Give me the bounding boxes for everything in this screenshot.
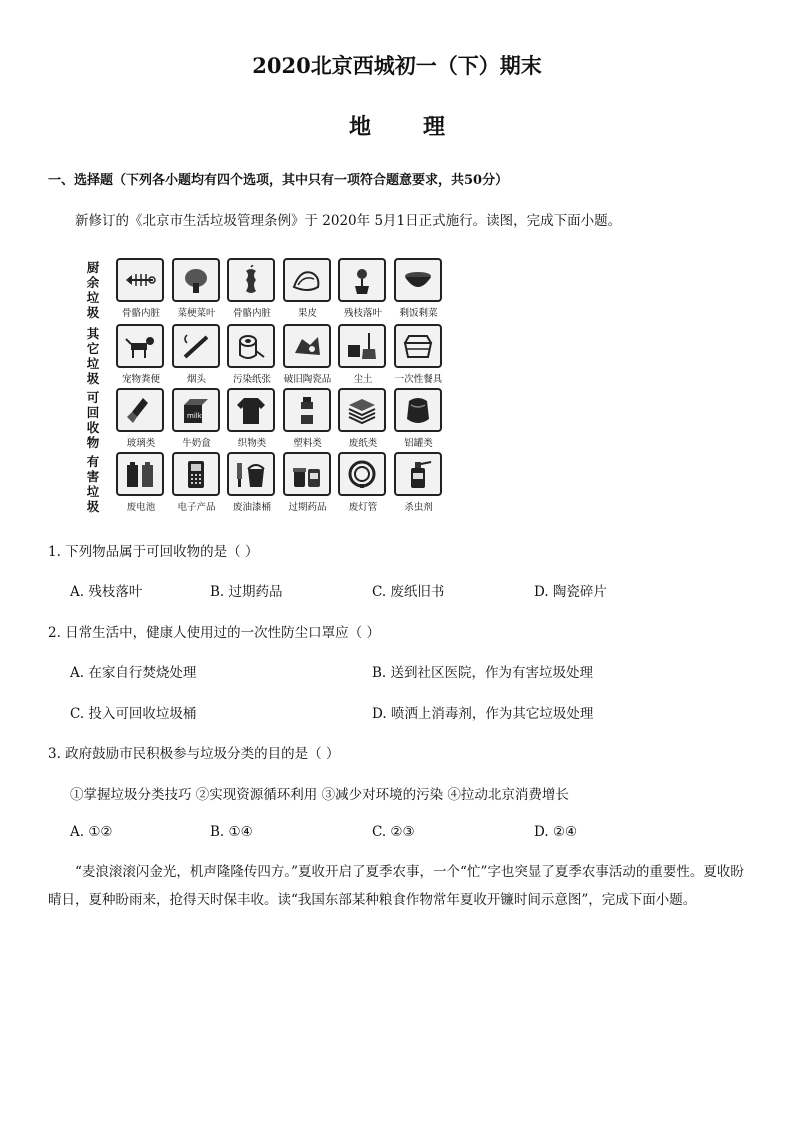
category-label-4 bbox=[80, 454, 106, 514]
paper-stack-icon bbox=[338, 388, 386, 432]
takeout-box-icon bbox=[394, 324, 442, 368]
waste-item-label: 烟头 bbox=[186, 374, 206, 385]
subject-char-1: 地 bbox=[348, 114, 371, 140]
category-char: 圾 bbox=[86, 371, 100, 386]
waste-item bbox=[394, 324, 444, 385]
potted-flower-icon bbox=[338, 258, 386, 302]
category-label-3 bbox=[80, 390, 106, 450]
dog-icon bbox=[116, 324, 164, 368]
figure-row-1 bbox=[116, 258, 452, 320]
fish-bone-icon bbox=[116, 258, 164, 302]
exam-title: 2020北京西城初一（下）期末 bbox=[252, 53, 542, 78]
waste-item-label: 玻璃类 bbox=[126, 438, 156, 449]
bowl-icon bbox=[394, 258, 442, 302]
waste-item-label: 一次性餐具 bbox=[394, 374, 443, 385]
spray-can-icon bbox=[394, 452, 442, 496]
battery-icon bbox=[116, 452, 164, 496]
waste-item bbox=[227, 452, 277, 513]
waste-item-label: 织物类 bbox=[237, 438, 267, 449]
waste-item-label: 电子产品 bbox=[177, 502, 216, 513]
waste-item-label: 废纸类 bbox=[348, 438, 378, 449]
vegetable-icon bbox=[172, 258, 220, 302]
category-char: 回 bbox=[86, 405, 100, 420]
category-char: 其 bbox=[86, 326, 100, 341]
broom-dustpan-icon bbox=[338, 324, 386, 368]
question-intro: 新修订的《北京市生活垃圾管理条例》于 2020年 5月1日正式施行。读图，完成下面小题。 bbox=[75, 213, 622, 229]
category-char: 它 bbox=[86, 341, 100, 356]
question-2-option-b: B. 送到社区医院，作为有害垃圾处理 bbox=[372, 665, 594, 681]
waste-item-label: 剩饭剩菜 bbox=[399, 308, 438, 319]
question-2-option-c: C. 投入可回收垃圾桶 bbox=[70, 706, 197, 722]
mobile-phone-icon bbox=[172, 452, 220, 496]
figure-row-2 bbox=[116, 324, 452, 386]
category-char: 垃 bbox=[86, 290, 100, 305]
lamp-tube-icon bbox=[338, 452, 386, 496]
paint-bucket-icon bbox=[227, 452, 275, 496]
waste-item-label: 铝罐类 bbox=[404, 438, 433, 449]
waste-item-label: 塑料类 bbox=[293, 438, 322, 449]
waste-item-label: 污染纸张 bbox=[232, 374, 271, 385]
waste-item bbox=[283, 388, 333, 449]
section-heading: 一、选择题（下列各小题均有四个选项，其中只有一项符合题意要求，共50分） bbox=[48, 173, 509, 188]
waste-item bbox=[227, 388, 277, 449]
apple-core-icon bbox=[227, 258, 275, 302]
category-char: 厨 bbox=[86, 260, 100, 275]
waste-item-label: 破旧陶瓷品 bbox=[283, 374, 332, 385]
question-1-option-a: A. 残枝落叶 bbox=[70, 584, 143, 600]
waste-item bbox=[283, 324, 333, 385]
category-char: 可 bbox=[86, 390, 100, 405]
waste-item bbox=[283, 258, 333, 319]
waste-item bbox=[227, 324, 277, 385]
figure-row-4 bbox=[116, 452, 452, 514]
waste-item bbox=[116, 324, 166, 385]
question-3-statements: ①掌握垃圾分类技巧 ②实现资源循环利用 ③减少对环境的污染 ④拉动北京消费增长 bbox=[70, 787, 569, 803]
figure-row-3 bbox=[116, 388, 452, 450]
category-char: 有 bbox=[86, 454, 100, 469]
category-char: 垃 bbox=[86, 356, 100, 371]
question-2-option-a: A. 在家自行焚烧处理 bbox=[70, 665, 197, 681]
category-char: 圾 bbox=[86, 499, 100, 514]
waste-item-label: 尘土 bbox=[353, 374, 373, 385]
waste-item bbox=[394, 388, 444, 449]
question-1-option-d: D. 陶瓷碎片 bbox=[534, 584, 607, 600]
waste-item bbox=[338, 258, 388, 319]
question-1-option-c: C. 废纸旧书 bbox=[372, 584, 445, 600]
waste-item-label: 牛奶盒 bbox=[182, 438, 211, 449]
waste-item-label: 残枝落叶 bbox=[343, 308, 382, 319]
medicine-icon bbox=[283, 452, 331, 496]
aluminum-can-icon bbox=[394, 388, 442, 432]
glass-bottle-icon bbox=[116, 388, 164, 432]
clothing-icon bbox=[227, 388, 275, 432]
category-char: 害 bbox=[86, 469, 100, 484]
waste-item bbox=[227, 258, 277, 319]
milk-carton-icon bbox=[172, 388, 220, 432]
question-2-stem: 2. 日常生活中，健康人使用过的一次性防尘口罩应（ ） bbox=[48, 625, 380, 641]
category-char: 垃 bbox=[86, 484, 100, 499]
garbage-classification-figure bbox=[80, 258, 450, 516]
question-2-option-d: D. 喷洒上消毒剂，作为其它垃圾处理 bbox=[372, 706, 594, 722]
waste-item bbox=[172, 452, 222, 513]
waste-item bbox=[116, 452, 166, 513]
waste-item-label: 废电池 bbox=[126, 502, 156, 513]
waste-item bbox=[116, 258, 166, 319]
waste-item-label: 废灯管 bbox=[348, 502, 378, 513]
waste-item bbox=[394, 258, 444, 319]
question-3-stem: 3. 政府鼓励市民积极参与垃圾分类的目的是（ ） bbox=[48, 746, 340, 762]
passage-text: “麦浪滚滚闪金光，机声隆隆传四方。”夏收开启了夏季农事，一个“忙”字也突显了夏季农事活动的重要性。夏收盼晴日，夏种盼雨来，抢得天时保丰收。读“我国东部某种粮食作物常年夏收开镰时间示意图”，完成下面小题。 bbox=[48, 864, 744, 908]
waste-item-label: 废油漆桶 bbox=[232, 502, 271, 513]
waste-item bbox=[338, 324, 388, 385]
waste-item bbox=[338, 388, 388, 449]
question-3-option-c: C. ②③ bbox=[372, 824, 415, 840]
waste-item-label: 菜梗菜叶 bbox=[177, 308, 216, 319]
subject-char-2: 理 bbox=[423, 114, 446, 140]
broken-ceramic-icon bbox=[283, 324, 331, 368]
waste-item-label: 骨骼内脏 bbox=[232, 308, 271, 319]
question-3-option-d: D. ②④ bbox=[534, 824, 578, 840]
category-char: 收 bbox=[86, 420, 100, 435]
waste-item bbox=[172, 324, 222, 385]
question-1-option-b: B. 过期药品 bbox=[210, 584, 283, 600]
subject-heading bbox=[0, 110, 794, 141]
waste-item bbox=[172, 258, 222, 319]
question-3-option-a: A. ①② bbox=[70, 824, 113, 840]
waste-item-label: 宠物粪便 bbox=[121, 374, 160, 385]
waste-item-label: 骨骼内脏 bbox=[121, 308, 160, 319]
category-label-1 bbox=[80, 260, 106, 320]
question-3-option-b: B. ①④ bbox=[210, 824, 253, 840]
question-1-stem: 1. 下列物品属于可回收物的是（ ） bbox=[48, 544, 259, 560]
category-char: 余 bbox=[86, 275, 100, 290]
category-label-2 bbox=[80, 326, 106, 386]
waste-item-label: 过期药品 bbox=[288, 502, 327, 513]
waste-item bbox=[283, 452, 333, 513]
waste-item bbox=[172, 388, 222, 449]
waste-item-label: 果皮 bbox=[297, 308, 317, 319]
category-char: 圾 bbox=[86, 305, 100, 320]
category-char: 物 bbox=[86, 435, 100, 450]
waste-item bbox=[338, 452, 388, 513]
plastic-bottle-icon bbox=[283, 388, 331, 432]
fruit-peel-icon bbox=[283, 258, 331, 302]
svg-text:milk: milk bbox=[186, 412, 202, 420]
waste-item bbox=[116, 388, 166, 449]
waste-item bbox=[394, 452, 444, 513]
toilet-paper-icon bbox=[227, 324, 275, 368]
waste-item-label: 杀虫剂 bbox=[404, 502, 433, 513]
cigarette-icon bbox=[172, 324, 220, 368]
